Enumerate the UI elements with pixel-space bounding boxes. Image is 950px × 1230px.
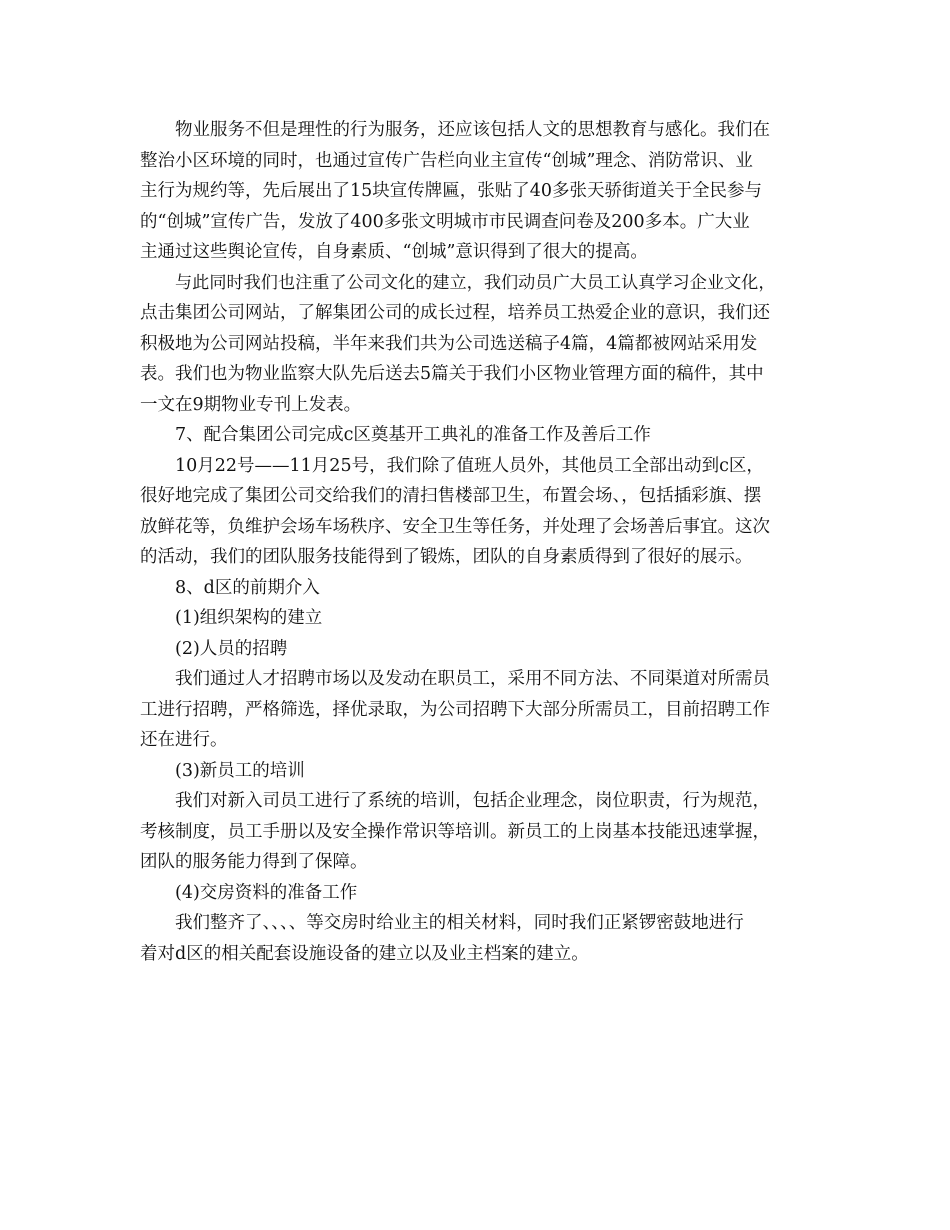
heading-text: 7、配合集团公司完成c区奠基开工典礼的准备工作及善后工作 — [175, 425, 651, 445]
text-line: 着对d区的相关配套设施设备的建立以及业主档案的建立。 — [140, 943, 589, 964]
text-line: 表。我们也为物业监察大队先后送去5篇关于我们小区物业管理方面的稿件，其中 — [140, 364, 764, 384]
text-line: 我们整齐了、、、、等交房时给业主的相关材料，同时我们正紧锣密鼓地进行 — [175, 913, 744, 933]
text-line: 物业服务不但是理性的行为服务，还应该包括人文的思想教育与感化。我们在 — [175, 120, 770, 140]
section-heading-7 — [140, 420, 810, 451]
text-line: 的活动，我们的团队服务技能得到了锻炼，团队的自身素质得到了很好的展示。 — [140, 547, 753, 567]
text-line: 点击集团公司网站，了解集团公司的成长过程，培养员工热爱企业的意识，我们还 — [140, 303, 770, 323]
subheading-2 — [140, 634, 810, 665]
subheading-4 — [140, 878, 810, 909]
document-body — [140, 115, 810, 969]
text-line: 与此同时我们也注重了公司文化的建立，我们动员广大员工认真学习企业文化， — [175, 272, 776, 293]
subheading-1 — [140, 603, 810, 634]
text-line: 团队的服务能力得到了保障。 — [140, 852, 368, 872]
heading-text: (2)人员的招聘 — [175, 638, 288, 659]
paragraph-training — [140, 786, 810, 878]
text-line: 很好地完成了集团公司交给我们的清扫售楼部卫生，布置会场、，包括插彩旗、摆 — [140, 486, 762, 506]
text-line: 10月22号——11月25号，我们除了值班人员外，其他员工全部出动到c区， — [175, 455, 764, 476]
heading-text: (4)交房资料的准备工作 — [175, 882, 358, 903]
paragraph-handover-materials — [140, 908, 810, 969]
text-line: 一文在9期物业专刊上发表。 — [140, 394, 362, 415]
text-line: 放鲜花等，负维护会场车场秩序、安全卫生等任务，并处理了会场善后事宜。这次 — [140, 516, 770, 537]
subheading-3 — [140, 756, 810, 787]
text-line: 还在进行。 — [140, 730, 228, 750]
text-line: 考核制度，员工手册以及安全操作常识等培训。新员工的上岗基本技能迅速掌握， — [140, 821, 770, 842]
text-line: 我们通过人才招聘市场以及发动在职员工，采用不同方法、不同渠道对所需员 — [175, 669, 770, 689]
paragraph-property-service-culture — [140, 115, 810, 268]
heading-text: (1)组织架构的建立 — [175, 608, 323, 628]
paragraph-recruitment — [140, 664, 810, 756]
text-line: 主通过这些舆论宣传，自身素质、“创城”意识得到了很大的提高。 — [140, 242, 648, 262]
text-line: 我们对新入司员工进行了系统的培训，包括企业理念，岗位职责，行为规范， — [175, 791, 770, 811]
heading-text: 8、d区的前期介入 — [175, 577, 320, 598]
text-line: 的“创城”宣传广告，发放了400多张文明城市市民调查问卷及200多本。广大业 — [140, 211, 750, 232]
paragraph-ceremony-work — [140, 451, 810, 573]
section-heading-8 — [140, 573, 810, 604]
text-line: 积极地为公司网站投稿，半年来我们共为公司选送稿子4篇，4篇都被网站采用发 — [140, 333, 758, 354]
text-line: 整治小区环境的同时，也通过宣传广告栏向业主宣传“创城”理念、消防常识、业 — [140, 150, 753, 171]
heading-text: (3)新员工的培训 — [175, 760, 305, 781]
paragraph-company-culture — [140, 268, 810, 421]
text-line: 工进行招聘，严格筛选，择优录取，为公司招聘下大部分所需员工，目前招聘工作 — [140, 699, 770, 720]
text-line: 主行为规约等，先后展出了15块宣传牌匾，张贴了40多张天骄街道关于全民参与 — [140, 181, 763, 201]
